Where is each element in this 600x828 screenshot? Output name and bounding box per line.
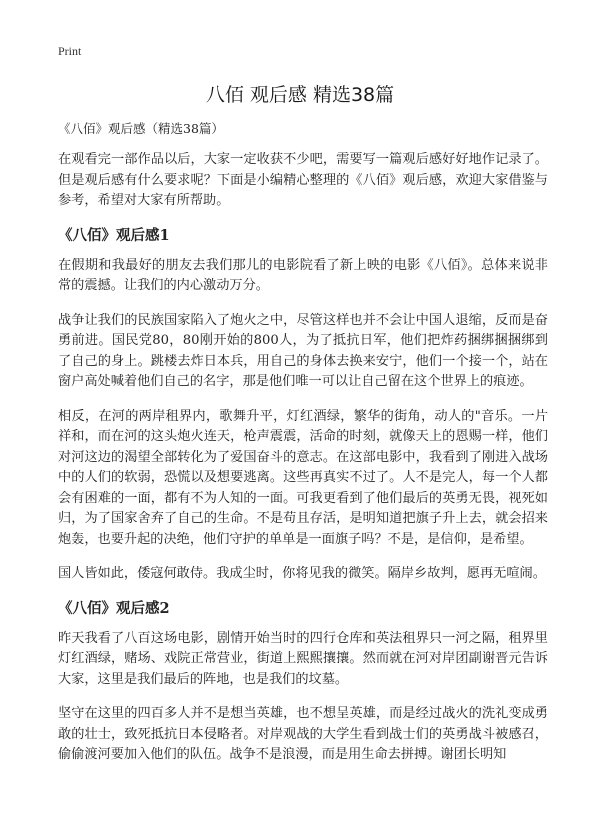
section-2-paragraph-2: 坚守在这里的四百多人并不是想当英雄，也不想呈英雄，而是经过战火的洗礼变成勇敢的壮士，致死抵抗日本侵略者。对岸观战的大学生看到战士们的英勇战斗被感召，偷偷渡河要加入他们的队伍。战争不是浪漫，而是用生命去拼搏。谢团长明知	[58, 706, 548, 762]
section-heading-2: 《八佰》观后感2	[58, 599, 170, 617]
section-1-paragraph-4: 国人皆如此，倭寇何敢侍。我成尘时，你将见我的微笑。隔岸乡故判，愿再无喧闹。	[58, 566, 546, 581]
page-title: 八佰 观后感 精选38篇	[205, 84, 395, 106]
article-body	[58, 120, 548, 780]
print-link[interactable]: Print	[58, 44, 82, 58]
section-2-paragraph-1: 昨天我看了八百这场电影，剧情开始当时的四行仓库和英法租界只一河之隔，租界里灯红酒绿，赌场、戏院正常营业，街道上熙熙攘攘。然而就在河对岸团副谢晋元告诉大家，这里是我们最后的阵地，也是我们的坟墓。	[58, 630, 548, 687]
section-heading-1: 《八佰》观后感1	[58, 226, 170, 244]
article-subtitle: 《八佰》观后感（精选38篇）	[58, 121, 224, 136]
intro-paragraph: 在观看完一部作品以后，大家一定收获不少吧，需要写一篇观后感好好地作记录了。但是观后感有什么要求呢？下面是小编精心整理的《八佰》观后感，欢迎大家借鉴与参考，希望对大家有所帮助。	[58, 152, 548, 208]
section-1-paragraph-1: 在假期和我最好的朋友去我们那儿的电影院看了新上映的电影《八佰》。总体来说非常的震撼。让我们的内心激动万分。	[58, 257, 548, 293]
section-1-paragraph-3: 相反，在河的两岸租界内，歌舞升平，灯红酒绿，繁华的街角，动人的"音乐。一片祥和，而在河的这头炮火连天，枪声震震，活命的时刻，就像天上的恩赐一样，他们对河这边的渴望全部转化为了爱国奋斗的意志。在这部电影中，我看到了刚进入战场中的人们的软弱，恐慌以及想要逃离。这些再真实不过了。人不是完人，每一个人都会有困难的一面，都有不为人知的一面。可我更看到了他们最后的英勇无畏，视死如归，为了国家舍弃了自己的生命。不是苟且存活，是明知道把旗子升上去，就会招来炮轰，也要升起的决绝，他们守护的单单是一面旗子吗？不是，是信仰，是希望。	[58, 408, 548, 547]
section-1-paragraph-2: 战争让我们的民族国家陷入了炮火之中，尽管这样也并不会让中国人退缩，反而是奋勇前进。国民党80，80刚开始的800人，为了抵抗日军，他们把炸药捆绑捆捆绑到了自己的身上。跳楼去炸日本兵，用自己的身体去换来安宁，他们一个接一个，站在窗户高处喊着他们自己的名字，那是他们唯一可以让自己留在这个世界上的痕迹。	[58, 312, 548, 389]
